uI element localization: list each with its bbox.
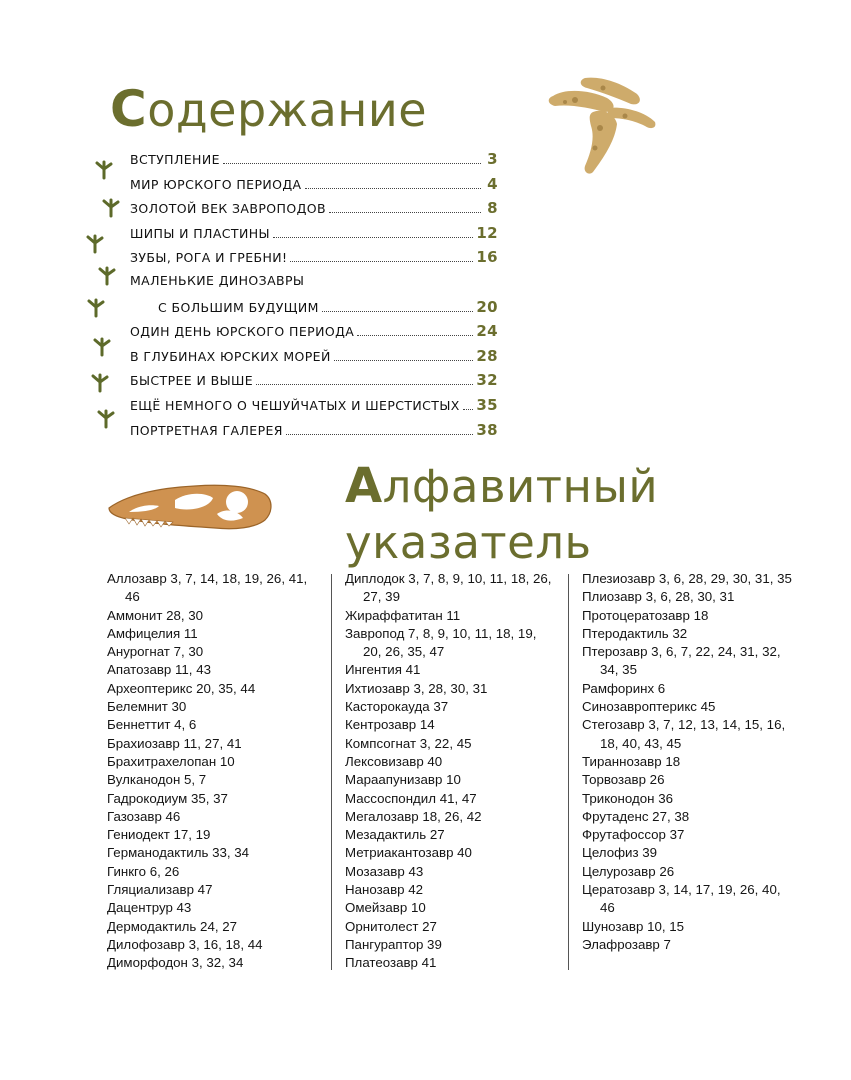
index-entry: Орнитолест 27	[345, 918, 437, 934]
index-entry: Диплодок 3, 7, 8, 9, 10, 11, 18, 26, 27, 39	[345, 571, 552, 605]
index-title-line2: указатель	[345, 516, 592, 569]
index-entry: Птерозавр 3, 6, 7, 22, 24, 31, 32, 34, 35	[582, 644, 781, 678]
footprint-icon	[94, 160, 114, 180]
index-entry: Рамфоринх 6	[582, 680, 666, 696]
index-entry: Дацентрур 43	[107, 900, 192, 916]
column-divider	[331, 574, 332, 970]
column-divider	[568, 574, 569, 970]
index-entry: Завропод 7, 8, 9, 10, 11, 18, 19, 20, 26, 35, 47	[345, 625, 537, 660]
contents-item[interactable]: МИР ЮРСКОГО ПЕРИОДА 4	[130, 174, 498, 193]
index-entry: Аллозавр 3, 7, 14, 18, 19, 26, 41, 46	[107, 571, 308, 605]
index-entry: Мегалозавр 18, 26, 42	[345, 808, 482, 824]
index-entry: Мезадактиль 27	[345, 827, 445, 843]
index-entry: Целурозавр 26	[582, 863, 675, 879]
index-entry: Белемнит 30	[107, 699, 187, 715]
footprint-icon	[85, 234, 105, 254]
page-number: 3	[487, 150, 498, 168]
dinosaur-skull-illustration	[105, 478, 275, 540]
contents-item[interactable]: ВСТУПЛЕНИЕ 3	[130, 150, 498, 168]
footprint-icon	[97, 266, 117, 286]
index-entry: Синозавроптерикс 45	[582, 699, 716, 715]
index-entry: Фрутафоссор 37	[582, 827, 685, 843]
index-entry: Цератозавр 3, 14, 17, 19, 26, 40, 46	[582, 882, 781, 916]
index-entry: Омейзавр 10	[345, 900, 426, 916]
contents-item[interactable]: ЕЩЁ НЕМНОГО О ЧЕШУЙЧАТЫХ И ШЕРСТИСТЫХ 35	[130, 395, 498, 414]
index-entry: Мозазавр 43	[345, 863, 424, 879]
index-entry: Дилофозавр 3, 16, 18, 44	[107, 936, 263, 952]
footprint-icon	[90, 373, 110, 393]
contents-item[interactable]: В ГЛУБИНАХ ЮРСКИХ МОРЕЙ 28	[130, 346, 498, 365]
index-column-1	[107, 570, 317, 973]
index-entry: Анурогнат 7, 30	[107, 644, 204, 660]
index-entry: Кентрозавр 14	[345, 717, 435, 733]
index-entry: Жирaффатитан 11	[345, 607, 461, 623]
index-entry: Шунозавр 10, 15	[582, 918, 685, 934]
index-entry: Ингентия 41	[345, 662, 421, 678]
contents-title-rest: одержание	[147, 83, 428, 137]
index-entry: Птеродактиль 32	[582, 625, 688, 641]
index-entry: Компсогнат 3, 22, 45	[345, 735, 472, 751]
index-entry: Нанозавр 42	[345, 882, 424, 898]
page-number: 8	[487, 199, 498, 218]
index-entry: Германодактиль 33, 34	[107, 845, 250, 861]
index-entry: Дермодактиль 24, 27	[107, 918, 238, 934]
index-entry: Тираннозавр 18	[582, 753, 681, 769]
footprint-icon	[101, 198, 121, 218]
index-entry: Гадрокодиум 35, 37	[107, 790, 228, 806]
index-entry: Метриакантозавр 40	[345, 845, 472, 861]
index-entry: Платеозавр 41	[345, 955, 437, 971]
page-number: 4	[487, 174, 498, 193]
index-entry: Ихтиозавр 3, 28, 30, 31	[345, 680, 488, 696]
index-entry: Гинкго 6, 26	[107, 863, 180, 879]
index-entry: Целофиз 39	[582, 845, 658, 861]
index-entry: Торвозавр 26	[582, 772, 665, 788]
index-title-initial: А	[345, 458, 383, 514]
index-entry: Археоптерикс 20, 35, 44	[107, 680, 256, 696]
footprint-icon	[92, 337, 112, 357]
dinosaur-footprint-icon	[545, 68, 660, 178]
index-entry: Фрутаденс 27, 38	[582, 808, 690, 824]
contents-item[interactable]: БЫСТРЕЕ И ВЫШЕ 32	[130, 371, 498, 390]
contents-item[interactable]: ПОРТРЕТНАЯ ГАЛЕРЕЯ 38	[130, 420, 498, 439]
contents-title-initial: С	[110, 80, 148, 138]
contents-item[interactable]: МАЛЕНЬКИЕ ДИНОЗАВРЫ	[130, 272, 305, 288]
contents-item[interactable]: ОДИН ДЕНЬ ЮРСКОГО ПЕРИОДА 24	[130, 322, 498, 341]
index-entry: Массоспондил 41, 47	[345, 790, 477, 806]
index-column-3	[582, 570, 797, 954]
index-entry: Триконодон 36	[582, 790, 673, 806]
index-entry: Аммонит 28, 30	[107, 607, 204, 623]
footprint-icon	[86, 298, 106, 318]
index-entry: Лексовизавр 40	[345, 753, 443, 769]
index-column-2	[345, 570, 557, 973]
index-entry: Газозавр 46	[107, 808, 181, 824]
index-entry: Пангураптор 39	[345, 936, 442, 952]
contents-title	[110, 80, 427, 139]
index-entry: Апатозавр 11, 43	[107, 662, 211, 678]
index-entry: Гениодект 17, 19	[107, 827, 211, 843]
page-number: 38	[476, 420, 498, 439]
index-entry: Амфицелия 11	[107, 625, 198, 641]
index-entry: Плезиозавр 3, 6, 28, 29, 30, 31, 35	[582, 571, 792, 586]
index-entry: Брахитрахелопан 10	[107, 753, 235, 769]
contents-item[interactable]: ЗОЛОТОЙ ВЕК ЗАВРОПОДОВ 8	[130, 199, 498, 218]
index-entry: Беннеттит 4, 6	[107, 717, 197, 733]
index-entry: Протоцератозавр 18	[582, 607, 709, 623]
page-number: 20	[476, 297, 498, 316]
page-number: 28	[476, 346, 498, 365]
page-number: 32	[476, 371, 498, 390]
contents-list	[130, 150, 498, 445]
index-entry: Касторокауда 37	[345, 699, 449, 715]
page-number: 12	[476, 223, 498, 242]
contents-item[interactable]: С БОЛЬШИМ БУДУЩИМ 20	[158, 297, 498, 316]
index-entry: Элафрозавр 7	[582, 936, 671, 952]
index-title	[345, 458, 658, 571]
page-number: 35	[476, 395, 498, 414]
index-entry: Гляциализавр 47	[107, 882, 213, 898]
footprint-icon	[96, 409, 116, 429]
index-entry: Мараапунизавр 10	[345, 772, 461, 788]
page-number: 16	[476, 248, 498, 267]
page-number: 24	[476, 322, 498, 341]
index-title-line1: лфавитный	[382, 460, 659, 513]
contents-item[interactable]: ЗУБЫ, РОГА И ГРЕБНИ! 16	[130, 248, 498, 267]
contents-item[interactable]: ШИПЫ И ПЛАСТИНЫ 12	[130, 223, 498, 242]
index-entry: Диморфодон 3, 32, 34	[107, 955, 244, 971]
index-entry: Брахиозавр 11, 27, 41	[107, 735, 242, 751]
index-entry: Стегозавр 3, 7, 12, 13, 14, 15, 16, 18, 40, 43, 45	[582, 717, 786, 751]
index-entry: Плиозавр 3, 6, 28, 30, 31	[582, 589, 735, 605]
index-entry: Вулканодон 5, 7	[107, 772, 207, 788]
